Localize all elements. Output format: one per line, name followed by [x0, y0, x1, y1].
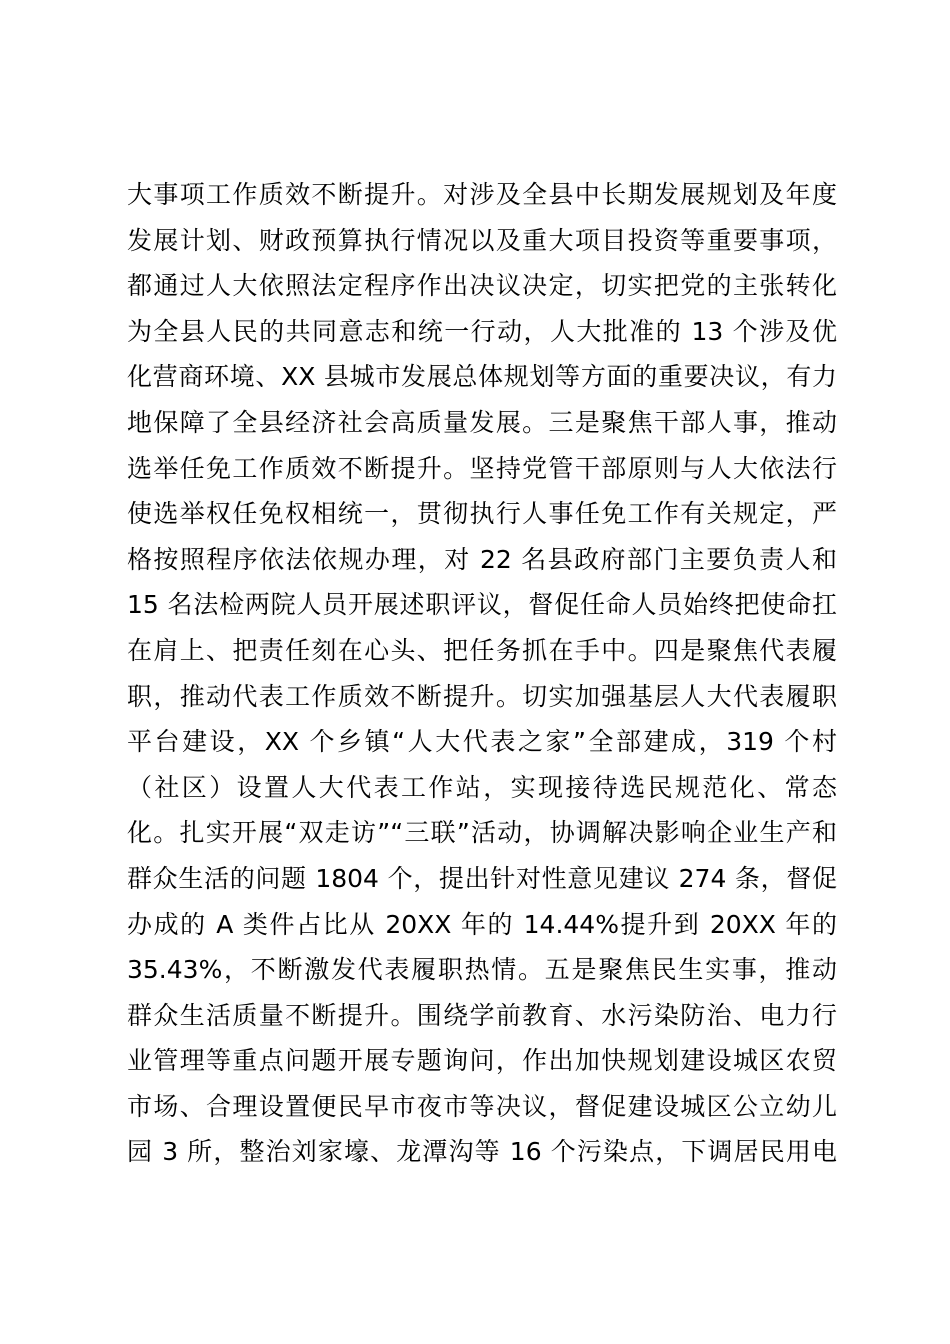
text-line: 大事项工作质效不断提升。对涉及全县中长期发展规划及年度: [127, 180, 837, 209]
text-line: 都通过人大依照法定程序作出决议决定，切实把党的主张转化: [127, 271, 837, 301]
text-line: 格按照程序依法依规办理，对 22 名县政府部门主要负责人和: [127, 544, 837, 574]
body-paragraph: [127, 172, 837, 1175]
text-line: 职，推动代表工作质效不断提升。切实加强基层人大代表履职: [127, 681, 837, 711]
text-line: 群众生活的问题 1804 个，提出针对性意见建议 274 条，督促: [127, 863, 837, 893]
text-line: 市场、合理设置便民早市夜市等决议，督促建设城区公立幼儿: [127, 1091, 837, 1121]
text-line: 园 3 所，整治刘家壕、龙潭沟等 16 个污染点，下调居民用电: [127, 1137, 837, 1167]
text-line: 业管理等重点问题开展专题询问，作出加快规划建设城区农贸: [127, 1046, 837, 1076]
text-line: 选举任免工作质效不断提升。坚持党管干部原则与人大依法行: [127, 453, 837, 483]
text-line: 平台建设，XX 个乡镇“人大代表之家”全部建成，319 个村: [127, 727, 837, 757]
text-line: 15 名法检两院人员开展述职评议，督促任命人员始终把使命扛: [127, 590, 837, 620]
text-line: 在肩上、把责任刻在心头、把任务抓在手中。四是聚焦代表履: [127, 635, 837, 665]
text-line: 化营商环境、XX 县城市发展总体规划等方面的重要决议，有力: [127, 362, 837, 392]
text-line: 化。扎实开展“双走访”“三联”活动，协调解决影响企业生产和: [127, 818, 837, 848]
text-line: 办成的 A 类件占比从 20XX 年的 14.44%提升到 20XX 年的: [127, 909, 837, 939]
text-line: 地保障了全县经济社会高质量发展。三是聚焦干部人事，推动: [127, 407, 837, 437]
text-line: 发展计划、财政预算执行情况以及重大项目投资等重要事项，: [127, 225, 837, 255]
text-line: 为全县人民的共同意志和统一行动，人大批准的 13 个涉及优: [127, 316, 837, 346]
text-line: （社区）设置人大代表工作站，实现接待选民规范化、常态: [127, 772, 837, 802]
text-line: 使选举权任免权相统一，贯彻执行人事任免工作有关规定，严: [127, 499, 837, 529]
text-line: 35.43%，不断激发代表履职热情。五是聚焦民生实事，推动: [127, 955, 837, 985]
text-line: 群众生活质量不断提升。围绕学前教育、水污染防治、电力行: [127, 1000, 837, 1030]
